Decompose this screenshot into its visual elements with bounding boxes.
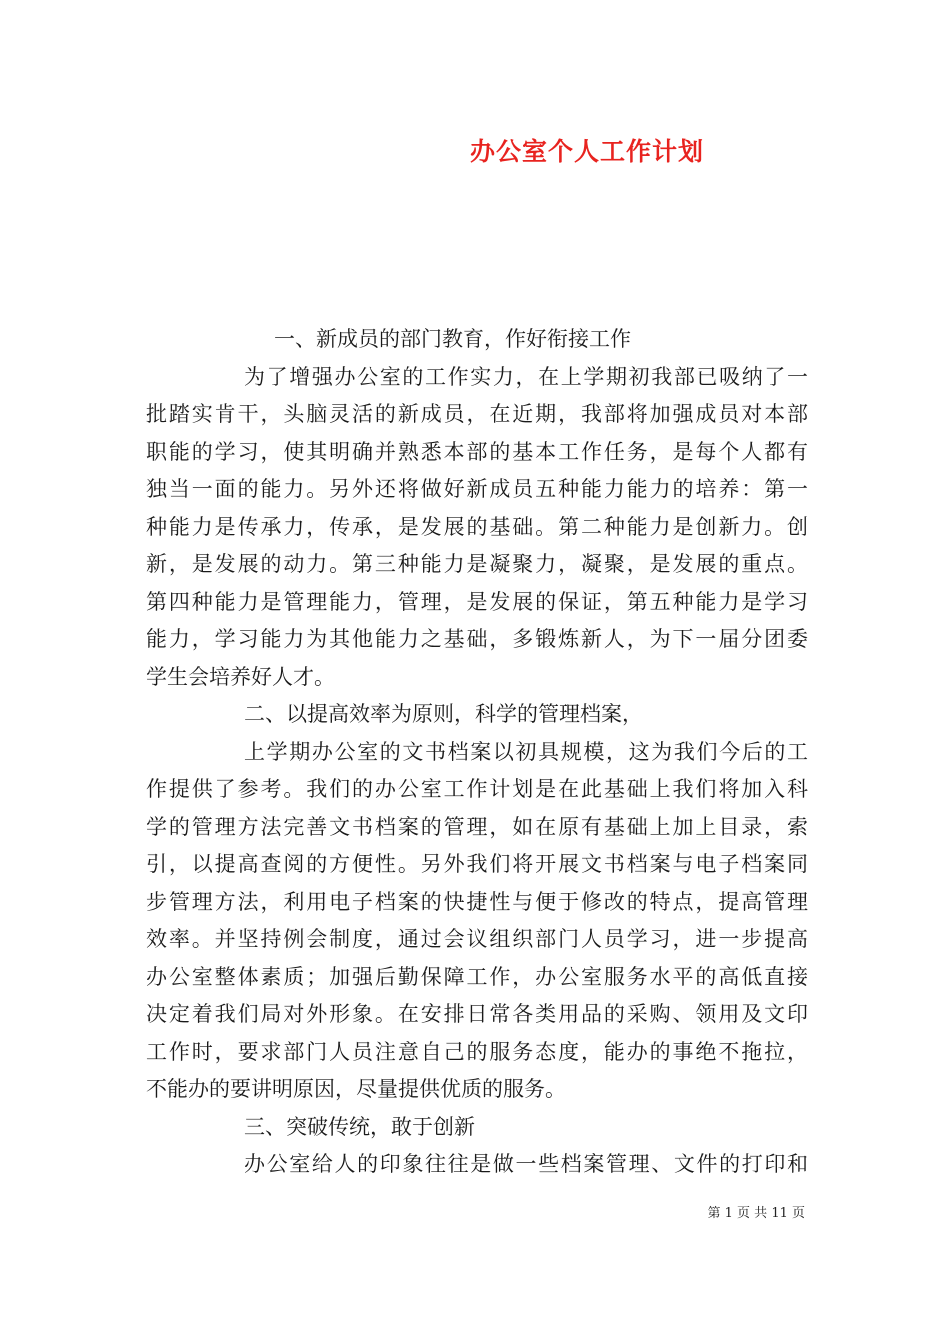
paragraph-line: 为了增强办公室的工作实力，在上学期初我部已吸纳了一 — [244, 364, 808, 389]
section-heading-2: 二、以提高效率为原则，科学的管理档案， — [244, 702, 643, 726]
paragraph-line: 种能力是传承力，传承，是发展的基础。第二种能力是创新力。创 — [146, 514, 808, 539]
document-body — [146, 321, 808, 1184]
paragraph-line: 新，是发展的动力。第三种能力是凝聚力，凝聚，是发展的重点。 — [146, 552, 808, 576]
section-heading-1: 一、新成员的部门教育，作好衔接工作 — [274, 327, 631, 351]
paragraph-line: 第四种能力是管理能力，管理，是发展的保证，第五种能力是学习 — [146, 589, 808, 614]
paragraph-line: 办公室给人的印象往往是做一些档案管理、文件的打印和 — [244, 1152, 808, 1176]
paragraph-line: 工作时，要求部门人员注意自己的服务态度，能办的事绝不拖拉， — [146, 1039, 808, 1064]
paragraph-line: 办公室整体素质；加强后勤保障工作，办公室服务水平的高低直接 — [146, 964, 808, 989]
document-title: 办公室个人工作计划 — [470, 137, 705, 166]
paragraph-line: 决定着我们局对外形象。在安排日常各类用品的采购、领用及文印 — [146, 1002, 808, 1026]
page-number: 第 1 页 共 11 页 — [707, 1206, 805, 1221]
paragraph-line: 职能的学习，使其明确并熟悉本部的基本工作任务，是每个人都有 — [146, 439, 808, 464]
paragraph-line: 学的管理方法完善文书档案的管理，如在原有基础上加上目录，索 — [146, 814, 808, 839]
paragraph-line: 学生会培养好人才。 — [146, 664, 335, 689]
section-heading-3: 三、突破传统，敢于创新 — [244, 1114, 475, 1139]
paragraph-line: 不能办的要讲明原因，尽量提供优质的服务。 — [146, 1077, 566, 1101]
paragraph-line: 上学期办公室的文书档案以初具规模，这为我们今后的工 — [244, 739, 808, 764]
paragraph-line: 作提供了参考。我们的办公室工作计划是在此基础上我们将加入科 — [146, 777, 808, 801]
paragraph-line: 效率。并坚持例会制度，通过会议组织部门人员学习，进一步提高 — [146, 927, 808, 951]
paragraph-line: 引，以提高查阅的方便性。另外我们将开展文书档案与电子档案同 — [146, 852, 808, 876]
paragraph-line: 独当一面的能力。另外还将做好新成员五种能力能力的培养：第一 — [146, 477, 808, 501]
paragraph-line: 能力，学习能力为其他能力之基础，多锻炼新人，为下一届分团委 — [146, 627, 808, 651]
paragraph-line: 步管理方法，利用电子档案的快捷性与便于修改的特点，提高管理 — [146, 889, 808, 914]
paragraph-line: 批踏实肯干，头脑灵活的新成员，在近期，我部将加强成员对本部 — [146, 402, 808, 426]
